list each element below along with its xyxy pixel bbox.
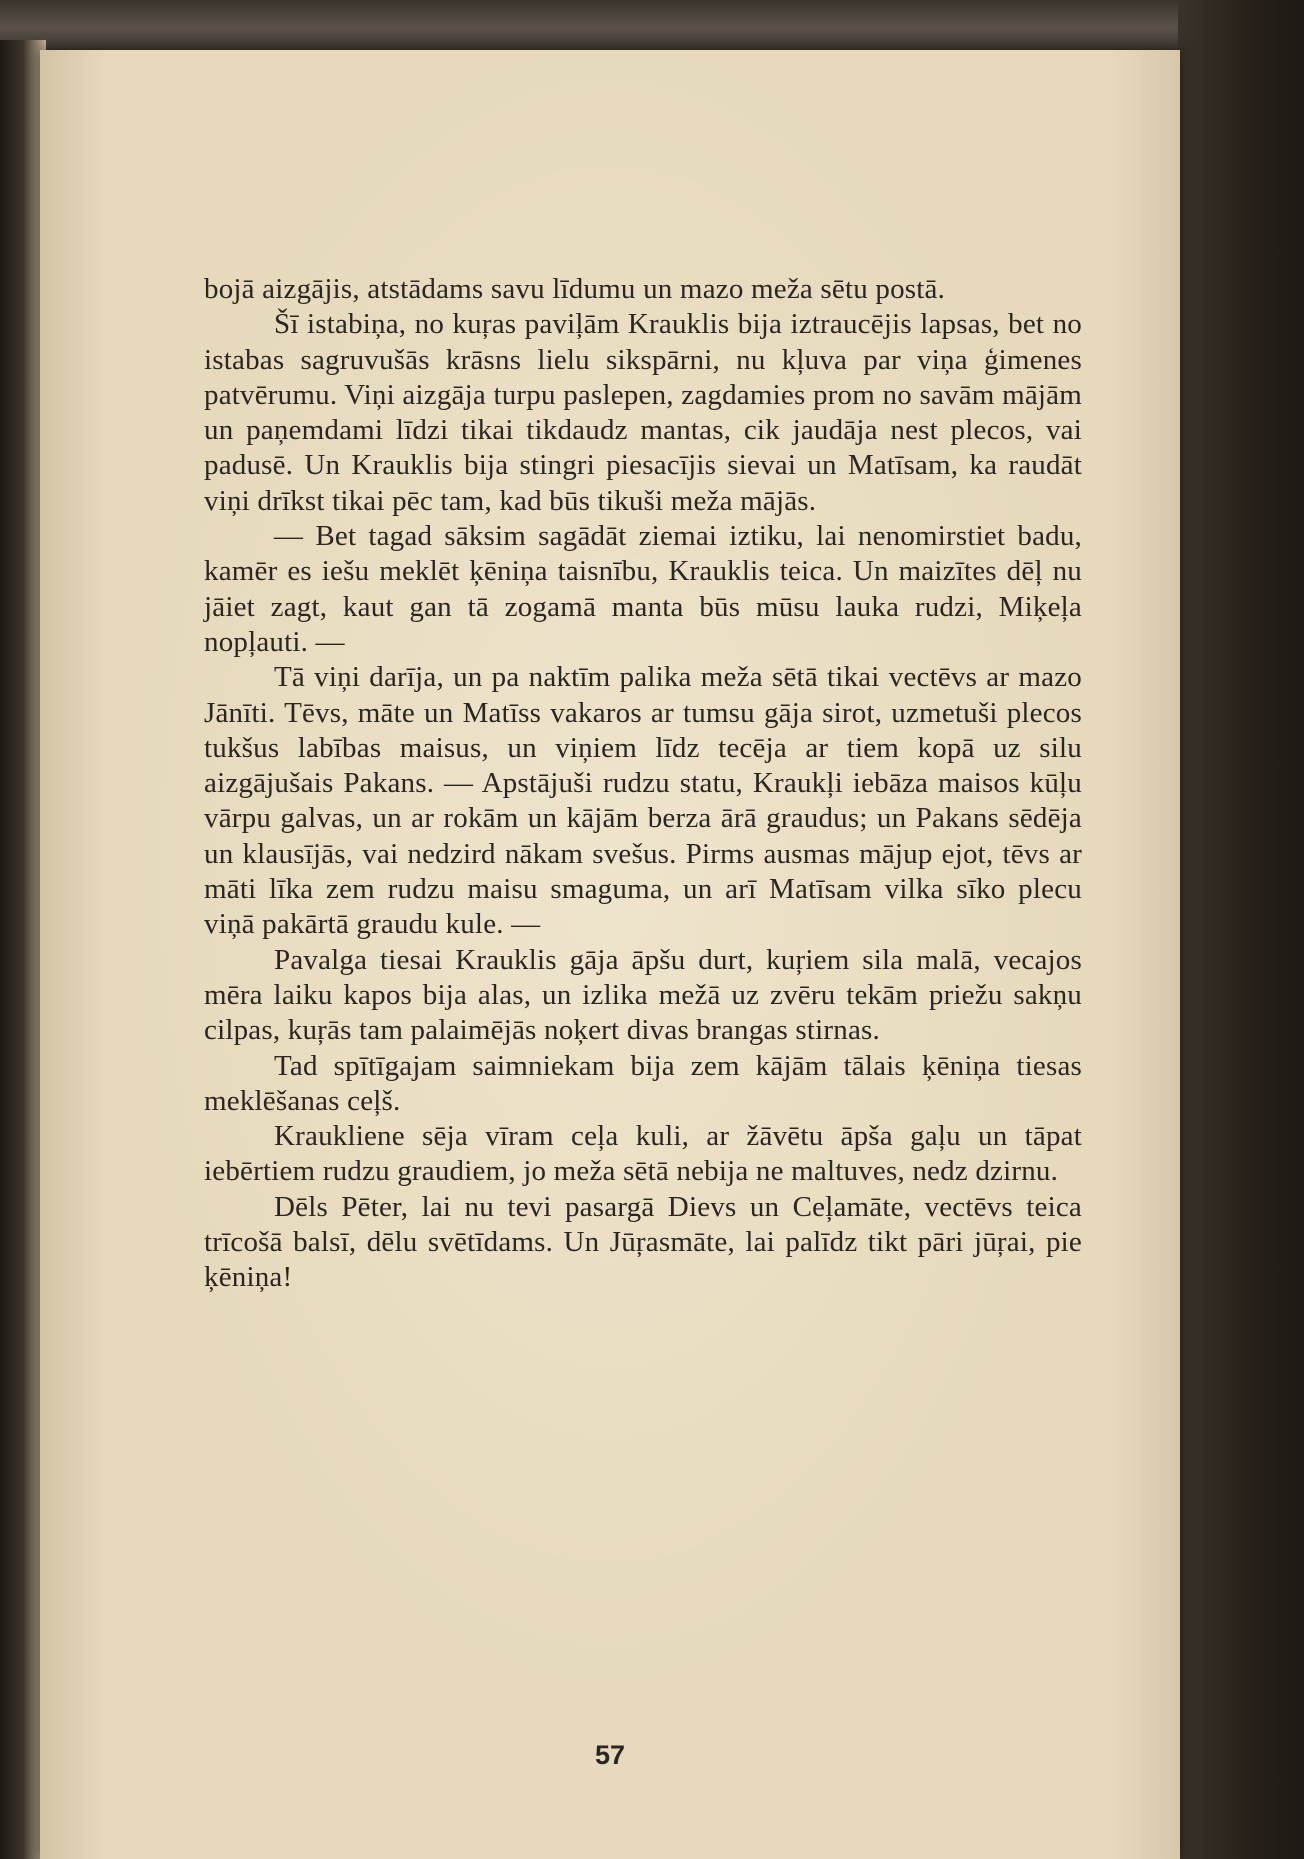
paragraph-6: Tad spītīgajam saimniekam bija zem kājām tālais ķēniņa tiesas meklēšanas ceļš. bbox=[204, 1049, 1082, 1117]
paragraph-8: Dēls Pēter, lai nu tevi pasargā Dievs un Ceļamāte, vectēvs teica trīcošā balsī, dēlu svētīdams. Un Jūŗasmāte, lai palīdz tikt pāri jūŗai, pie ķēniņa! bbox=[204, 1190, 1082, 1294]
page-text-block bbox=[204, 272, 1082, 1296]
book-page bbox=[40, 50, 1180, 1859]
paragraph-5: Pavalga tiesai Krauklis gāja āpšu durt, kuŗiem sila malā, vecajos mēra laiku kapos bija alas, un izlika mežā uz zvēru tekām priežu sakņu cilpas, kuŗās tam palaimējās noķert divas brangas stirnas. bbox=[204, 943, 1082, 1047]
book-right-edge bbox=[1178, 0, 1304, 1859]
paragraph-2: Šī istabiņa, no kuŗas paviļām Krauklis bija iztraucējis lapsas, bet no istabas sagruvušās krāsns lielu sikspārni, nu kļuva par viņa ģimenes patvērumu. Viņi aizgāja turpu paslepen, zagdamies prom no savām mājām un paņemdami līdzi tikai tikdaudz mantas, cik jaudāja nest plecos, vai padusē. Un Krauklis bija stingri piesacījis sievai un Matīsam, ka raudāt viņi drīkst tikai pēc tam, kad būs tikuši meža mājās. bbox=[204, 308, 1082, 517]
paragraph-7: Kraukliene sēja vīram ceļa kuli, ar žāvētu āpša gaļu un tāpat iebērtiem rudzu graudiem, jo meža sētā nebija ne maltuves, nedz dzirnu. bbox=[204, 1120, 1082, 1188]
paragraph-3: — Bet tagad sāksim sagādāt ziemai iztiku, lai nenomirstiet badu, kamēr es iešu meklēt ķēniņa taisnību, Krauklis teica. Un maizītes dēļ nu jāiet zagt, kaut gan tā zogamā manta būs mūsu lauka rudzi, Miķeļa nopļauti. — bbox=[204, 520, 1082, 658]
paragraph-4: Tā viņi darīja, un pa naktīm palika meža sētā tikai vectēvs ar mazo Jānīti. Tēvs, māte un Matīss vakaros ar tumsu gāja sirot, uzmetuši plecos tukšus labības maisus, un viņiem līdz tecēja ar tiem kopā uz silu aizgājušais Pakans. — Apstājuši rudzu statu, Kraukļi iebāza maisos kūļu vārpu galvas, un ar rokām un kājām berza ārā graudus; un Pakans sēdēja un klausījās, vai nedzird nākam svešus. Pirms ausmas mājup ejot, tēvs ar māti līka zem rudzu maisu smaguma, un arī Matīsam vilka sīko plecu viņā pakārtā graudu kule. — bbox=[204, 661, 1082, 941]
paragraph-1: bojā aizgājis, atstādams savu līdumu un mazo meža sētu postā. bbox=[204, 273, 946, 305]
page-number: 57 bbox=[594, 1740, 626, 1770]
